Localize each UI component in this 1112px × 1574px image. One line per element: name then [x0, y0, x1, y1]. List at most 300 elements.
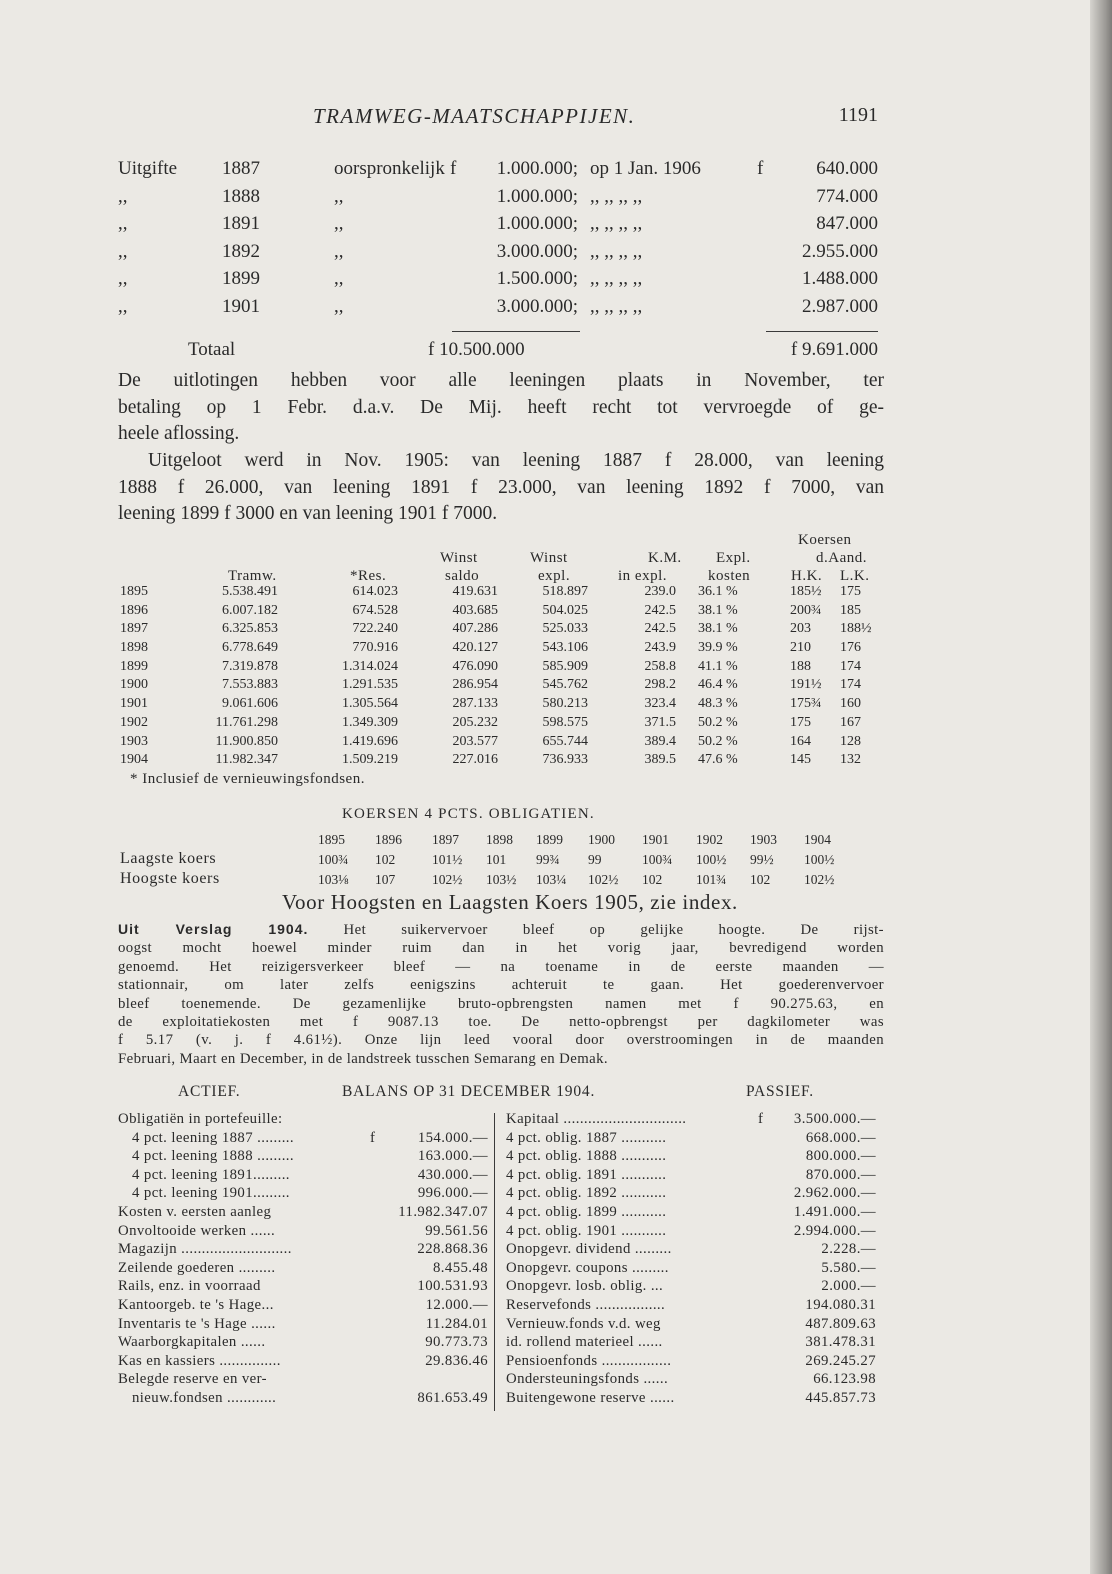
passief-value: 870.000.— — [805, 1166, 876, 1183]
passief-value: 5.580.— — [821, 1259, 876, 1276]
issue-label: Uitgifte — [118, 158, 178, 179]
issue-date: ,, ,, ,, ,, — [590, 213, 643, 234]
table-cell: 504.025 — [542, 602, 588, 618]
table-cell: 200¾ — [790, 602, 822, 618]
table-cell: 1900 — [120, 677, 148, 693]
passief-label: Onopgevr. losb. oblig. ... — [506, 1278, 664, 1295]
passief-label: Buitengewone reserve ...... — [506, 1389, 675, 1406]
actief-value: 228.868.36 — [417, 1241, 488, 1258]
passief-label: 4 pct. oblig. 1888 ........... — [506, 1148, 667, 1165]
col-header-koersen: Koersen — [798, 532, 852, 548]
actief-label: Inventaris te 's Hage ...... — [118, 1315, 276, 1332]
table-cell: 242.5 — [644, 602, 676, 618]
table-cell: 1895 — [120, 584, 148, 599]
issue-row — [118, 241, 882, 269]
verslag-line: de exploitatiekosten met f 9087.13 toe. De netto-opbrengst per dagkilometer was — [118, 1014, 884, 1031]
page-edge-shadow — [1090, 0, 1112, 1574]
table-cell: 1.314.024 — [342, 658, 398, 674]
table-cell: 722.240 — [352, 621, 398, 637]
actief-currency: f — [370, 1129, 376, 1146]
table-cell: 50.2 % — [698, 714, 738, 730]
passief-row — [506, 1204, 886, 1223]
table-cell: 9.061.606 — [222, 696, 278, 712]
col-header-tramw: Tramw. — [228, 568, 277, 584]
paragraph-uitlotingen — [118, 368, 884, 448]
table-cell: 1904 — [120, 752, 148, 768]
table-cell: 655.744 — [542, 733, 588, 749]
actief-value: 861.653.49 — [417, 1389, 488, 1406]
table-cell: 39.9 % — [698, 640, 738, 656]
table-cell: 243.9 — [644, 640, 676, 656]
table-cell: 1.509.219 — [342, 752, 398, 768]
koers-year: 1896 — [375, 832, 402, 847]
issue-date: ,, ,, ,, ,, — [590, 185, 643, 207]
table-cell: 176 — [840, 640, 861, 656]
table-row — [118, 696, 888, 715]
actief-row — [118, 1297, 488, 1316]
low-price: 100¾ — [318, 852, 349, 867]
table-cell: 48.3 % — [698, 696, 738, 712]
table-cell: 258.8 — [644, 658, 676, 674]
table-cell: 188½ — [840, 621, 872, 637]
issue-year: 1899 — [222, 268, 260, 289]
issue-label: ,, — [118, 240, 128, 262]
col-header-in-expl: in expl. — [618, 568, 667, 584]
actief-row — [118, 1204, 488, 1223]
table-cell: 525.033 — [542, 621, 588, 637]
paragraph-uitgeloot — [118, 448, 884, 528]
high-price: 102½ — [804, 872, 835, 887]
passief-value: 2.228.— — [821, 1241, 876, 1258]
table-cell: 38.1 % — [698, 621, 738, 637]
running-header — [118, 104, 882, 134]
passief-label: Kapitaal .............................. — [506, 1111, 687, 1127]
high-price: 102½ — [432, 872, 463, 887]
issue-date: ,, ,, ,, ,, — [590, 240, 643, 262]
table-cell: 11.900.850 — [215, 733, 278, 749]
table-cell: 205.232 — [452, 714, 498, 730]
issue-orig: ,, — [334, 213, 344, 234]
high-price-label: Hoogste koers — [120, 870, 220, 887]
actief-label: ACTIEF. — [178, 1083, 241, 1100]
table-cell: 614.023 — [352, 584, 398, 599]
table-cell: 7.553.883 — [222, 677, 278, 693]
issue-label: ,, — [118, 268, 128, 289]
table-cell: 175 — [790, 714, 811, 730]
actief-row — [118, 1316, 488, 1335]
table-row — [118, 621, 888, 640]
issue-currency: f — [757, 158, 764, 179]
actief-label: Zeilende goederen ......... — [118, 1259, 276, 1276]
passief-row — [506, 1130, 886, 1149]
verslag-heading: Uit Verslag 1904. — [118, 921, 309, 937]
high-price: 102 — [642, 872, 663, 887]
low-price: 102 — [375, 852, 396, 867]
issue-date: ,, ,, ,, ,, — [590, 295, 643, 317]
table-cell: 287.133 — [452, 696, 498, 712]
total-amount: f 10.500.000 — [428, 339, 525, 360]
passief-row — [506, 1278, 886, 1297]
passief-label: 4 pct. oblig. 1892 ........... — [506, 1185, 667, 1202]
actief-column — [118, 1111, 488, 1409]
actief-label: Onvoltooide werken ...... — [118, 1222, 276, 1239]
table-cell: 6.778.649 — [222, 640, 278, 656]
actief-row — [118, 1334, 488, 1353]
passief-row — [506, 1148, 886, 1167]
table-cell: 185½ — [790, 584, 822, 599]
col-header-aand: d.Aand. — [816, 550, 867, 566]
passief-label: id. rollend materieel ...... — [506, 1334, 663, 1351]
verslag-line: Februari, Maart en December, in de landstreek tusschen Semarang en Demak. — [118, 1050, 609, 1067]
actief-label: Kosten v. eersten aanleg — [118, 1203, 272, 1220]
passief-value: 2.994.000.— — [793, 1222, 876, 1239]
table-cell: 227.016 — [452, 752, 498, 768]
actief-row — [118, 1130, 488, 1149]
table-cell: 518.897 — [542, 584, 588, 599]
issue-date: op 1 Jan. 1906 — [590, 158, 701, 179]
table-cell: 407.286 — [452, 621, 498, 637]
balance-header — [118, 1083, 888, 1111]
actief-value: 430.000.— — [417, 1166, 488, 1183]
passief-label: 4 pct. oblig. 1901 ........... — [506, 1222, 667, 1239]
table-cell: 6.325.853 — [222, 621, 278, 637]
koers-year: 1897 — [432, 832, 459, 847]
table-cell: 203.577 — [452, 733, 498, 749]
paragraph-line: heele aflossing. — [118, 423, 240, 444]
col-header-winst-expl: Winst — [530, 550, 568, 566]
actief-row — [118, 1260, 488, 1279]
issue-currency: f — [450, 158, 457, 179]
actief-label: Obligatiën in portefeuille: — [118, 1111, 283, 1127]
actief-row — [118, 1241, 488, 1260]
passief-value: 3.500.000.— — [793, 1111, 876, 1127]
table-cell: 371.5 — [644, 714, 676, 730]
koers-year: 1901 — [642, 832, 669, 847]
table-cell: 191½ — [790, 677, 822, 693]
low-price: 100½ — [804, 852, 835, 867]
sum-rule — [452, 331, 580, 332]
high-price: 102½ — [588, 872, 619, 887]
table-cell: 175 — [840, 584, 861, 599]
koers-year: 1900 — [588, 832, 615, 847]
actief-row — [118, 1353, 488, 1372]
high-price: 102 — [750, 872, 771, 887]
issue-year: 1901 — [222, 295, 260, 317]
col-header-hk: H.K. — [791, 568, 823, 584]
table-cell: 46.4 % — [698, 677, 738, 693]
table-cell: 50.2 % — [698, 733, 738, 749]
issue-row — [118, 186, 882, 214]
actief-label: Rails, enz. in voorraad — [118, 1278, 261, 1295]
actief-value: 8.455.48 — [433, 1259, 488, 1276]
paragraph-line: De uitlotingen hebben voor alle leeningen plaats in November, ter — [118, 370, 884, 391]
issue-row — [118, 213, 882, 241]
issue-sum-lines — [118, 323, 882, 339]
actief-value: 99.561.56 — [425, 1222, 488, 1239]
passief-value: 2.962.000.— — [793, 1185, 876, 1202]
low-price: 100½ — [696, 852, 727, 867]
actief-row — [118, 1185, 488, 1204]
actief-value: 996.000.— — [417, 1185, 488, 1202]
table-cell: 580.213 — [542, 696, 588, 712]
table-cell: 175¾ — [790, 696, 822, 712]
low-price: 99 — [588, 852, 602, 867]
paragraph-line: leening 1899 f 3000 en van leening 1901 f 7000. — [118, 503, 498, 524]
table-row — [118, 752, 888, 771]
actief-label: Magazijn ........................... — [118, 1241, 292, 1258]
actief-value: 12.000.— — [425, 1296, 488, 1313]
actief-row — [118, 1111, 488, 1130]
issue-outstanding: 2.955.000 — [802, 240, 878, 262]
table-cell: 1902 — [120, 714, 148, 730]
issue-row — [118, 296, 882, 324]
table-cell: 128 — [840, 733, 861, 749]
issue-outstanding: 1.488.000 — [802, 268, 878, 289]
statistics-footnote: * Inclusief de vernieuwingsfondsen. — [130, 770, 365, 787]
passief-value: 668.000.— — [805, 1129, 876, 1146]
passief-row — [506, 1260, 886, 1279]
low-price: 101½ — [432, 852, 463, 867]
issue-year: 1888 — [222, 185, 260, 207]
table-cell: 545.762 — [542, 677, 588, 693]
table-cell: 389.4 — [644, 733, 676, 749]
passief-label: 4 pct. oblig. 1899 ........... — [506, 1203, 667, 1220]
col-header-km: K.M. — [648, 550, 682, 566]
table-cell: 174 — [840, 677, 861, 693]
passief-row — [506, 1167, 886, 1186]
low-price-label: Laagste koers — [120, 850, 217, 867]
table-cell: 38.1 % — [698, 602, 738, 618]
paragraph-line: Uitgeloot werd in Nov. 1905: van leening 1887 f 28.000, van leening — [148, 450, 884, 471]
table-cell: 403.685 — [452, 602, 498, 618]
passief-row — [506, 1390, 886, 1409]
issue-amount: 1.000.000; — [496, 185, 578, 207]
table-cell: 770.916 — [352, 640, 398, 656]
table-cell: 174 — [840, 658, 861, 674]
actief-label: Kas en kassiers ............... — [118, 1352, 281, 1369]
passief-row — [506, 1185, 886, 1204]
table-cell: 164 — [790, 733, 811, 749]
table-cell: 598.575 — [542, 714, 588, 730]
issue-label: ,, — [118, 295, 128, 317]
verslag-line: bleef toenemende. De gezamenlijke bruto-opbrengsten namen met f 90.275.63, en — [118, 995, 884, 1012]
low-price: 99½ — [750, 852, 774, 867]
table-row — [118, 734, 888, 753]
verslag-line: genoemd. Het reizigersverkeer bleef — na toename in de eerste maanden — — [118, 958, 884, 975]
table-cell: 11.761.298 — [215, 714, 278, 730]
actief-row — [118, 1371, 488, 1390]
koers-year: 1898 — [486, 832, 513, 847]
actief-value: 100.531.93 — [417, 1278, 488, 1295]
passief-value: 487.809.63 — [805, 1315, 876, 1332]
koers-year: 1902 — [696, 832, 723, 847]
passief-row — [506, 1297, 886, 1316]
passief-value: 66.123.98 — [813, 1371, 876, 1388]
table-cell: 1.291.535 — [342, 677, 398, 693]
actief-value: 163.000.— — [417, 1148, 488, 1165]
col-header-saldo: saldo — [445, 568, 480, 584]
koersen-footer: Voor Hoogsten en Laagsten Koers 1905, zie index. — [282, 890, 738, 914]
actief-label: Belegde reserve en ver- — [118, 1371, 267, 1388]
balance-divider — [494, 1113, 495, 1411]
issue-orig: ,, — [334, 185, 344, 207]
passief-value: 2.000.— — [821, 1278, 876, 1295]
actief-label: 4 pct. leening 1901......... — [132, 1185, 290, 1202]
total-outstanding: f 9.691.000 — [790, 339, 878, 360]
table-cell: 420.127 — [452, 640, 498, 656]
table-cell: 1.305.564 — [342, 696, 398, 712]
table-cell: 11.982.347 — [215, 752, 278, 768]
issue-year: 1892 — [222, 240, 260, 262]
table-cell: 736.933 — [542, 752, 588, 768]
table-cell: 242.5 — [644, 621, 676, 637]
table-cell: 543.106 — [542, 640, 588, 656]
issue-orig: ,, — [334, 240, 344, 262]
issue-year: 1887 — [222, 158, 260, 179]
table-cell: 47.6 % — [698, 752, 738, 768]
passief-column — [506, 1111, 886, 1409]
verslag-line: Het suikervervoer bleef op gelijke hoogte. De rijst- — [343, 922, 884, 938]
verslag-line: f 5.17 (v. j. f 4.61½). Onze lijn leed vooral door overstroomingen in de maanden — [118, 1032, 884, 1049]
table-cell: 185 — [840, 602, 861, 618]
verslag-first-line — [118, 920, 884, 939]
actief-label: Kantoorgeb. te 's Hage... — [118, 1296, 274, 1313]
passief-value: 269.245.27 — [805, 1352, 876, 1369]
passief-value: 800.000.— — [805, 1148, 876, 1165]
table-cell: 476.090 — [452, 658, 498, 674]
table-cell: 5.538.491 — [222, 584, 278, 599]
col-header-expl: Expl. — [716, 550, 751, 566]
low-price: 100¾ — [642, 852, 673, 867]
passief-row — [506, 1334, 886, 1353]
koers-year: 1899 — [536, 832, 563, 847]
issue-amount: 1.000.000; — [496, 158, 578, 179]
issue-row — [118, 158, 882, 186]
col-header-lk: L.K. — [840, 568, 870, 584]
col-header-expl-2: expl. — [538, 568, 571, 584]
running-title: TRAMWEG-MAATSCHAPPIJEN. — [313, 104, 636, 128]
table-cell: 7.319.878 — [222, 658, 278, 674]
table-cell: 160 — [840, 696, 861, 712]
balance-title: BALANS OP 31 DECEMBER 1904. — [342, 1083, 596, 1100]
actief-label: 4 pct. leening 1888 ......... — [132, 1148, 295, 1165]
table-cell: 167 — [840, 714, 861, 730]
table-cell: 1901 — [120, 696, 148, 712]
low-price: 99¾ — [536, 852, 560, 867]
table-cell: 1896 — [120, 602, 148, 618]
high-price: 107 — [375, 872, 396, 887]
table-cell: 36.1 % — [698, 584, 738, 599]
issue-year: 1891 — [222, 213, 260, 234]
high-price: 103¼ — [536, 872, 567, 887]
passief-row — [506, 1241, 886, 1260]
verslag-line: oogst mocht hoewel minder ruim dan in het vorig jaar, bevredigend worden — [118, 940, 884, 957]
table-row — [118, 640, 888, 659]
actief-value: 154.000.— — [417, 1129, 488, 1146]
issue-outstanding: 2.987.000 — [802, 295, 878, 317]
total-label: Totaal — [188, 339, 236, 360]
issue-orig: oorspronkelijk — [334, 158, 445, 179]
actief-label: 4 pct. leening 1887 ......... — [132, 1129, 295, 1146]
passief-label: 4 pct. oblig. 1887 ........... — [506, 1129, 667, 1146]
issue-table — [118, 158, 882, 367]
table-cell: 585.909 — [542, 658, 588, 674]
sum-rule — [766, 331, 878, 332]
table-cell: 6.007.182 — [222, 602, 278, 618]
actief-label: nieuw.fondsen ............ — [132, 1389, 277, 1406]
issue-amount: 3.000.000; — [496, 295, 578, 317]
table-cell: 1903 — [120, 733, 148, 749]
actief-row — [118, 1390, 488, 1409]
issue-label: ,, — [118, 213, 128, 234]
low-price: 101 — [486, 852, 507, 867]
table-cell: 674.528 — [352, 602, 398, 618]
high-price: 101¾ — [696, 872, 727, 887]
koers-year: 1903 — [750, 832, 777, 847]
koers-year: 1904 — [804, 832, 831, 847]
passief-value: 381.478.31 — [805, 1334, 876, 1351]
table-cell: 41.1 % — [698, 658, 738, 674]
balance-sheet — [118, 1083, 888, 1406]
paragraph-line: 1888 f 26.000, van leening 1891 f 23.000, van leening 1892 f 7000, van — [118, 476, 884, 498]
table-cell: 298.2 — [644, 677, 676, 693]
issue-outstanding: 640.000 — [816, 158, 878, 179]
table-row — [118, 603, 888, 622]
passief-row — [506, 1316, 886, 1335]
table-cell: 1898 — [120, 640, 148, 656]
verslag-paragraph — [118, 920, 884, 1068]
table-cell: 1897 — [120, 621, 148, 637]
table-cell: 145 — [790, 752, 811, 768]
passief-label: Pensioenfonds ................. — [506, 1352, 672, 1369]
issue-outstanding: 847.000 — [816, 213, 878, 234]
passief-label: Onopgevr. coupons ......... — [506, 1259, 669, 1276]
passief-label: Reservefonds ................. — [506, 1296, 666, 1313]
passief-label: PASSIEF. — [746, 1083, 814, 1100]
verslag-line: stationnair, om later zelfs eenigszins achteruit te gaan. Het goederenvervoer — [118, 977, 884, 994]
statistics-rows — [118, 584, 888, 771]
high-price: 103½ — [486, 872, 517, 887]
col-header-winst-saldo: Winst — [440, 550, 478, 566]
passief-row — [506, 1111, 886, 1130]
table-cell: 286.954 — [452, 677, 498, 693]
actief-value: 11.982.347.07 — [398, 1203, 488, 1220]
actief-label: Waarborgkapitalen ...... — [118, 1334, 266, 1351]
passief-label: Vernieuw.fonds v.d. weg — [506, 1315, 661, 1332]
actief-row — [118, 1278, 488, 1297]
koers-year: 1895 — [318, 832, 345, 847]
col-header-kosten: kosten — [708, 568, 751, 584]
table-row — [118, 677, 888, 696]
actief-label: 4 pct. leening 1891......... — [132, 1166, 290, 1183]
table-row — [118, 715, 888, 734]
col-header-res: *Res. — [350, 568, 387, 584]
issue-row — [118, 268, 882, 296]
actief-value: 11.284.01 — [425, 1315, 488, 1332]
passief-value: 445.857.73 — [805, 1389, 876, 1406]
table-cell: 1.419.696 — [342, 733, 398, 749]
table-cell: 1899 — [120, 658, 148, 674]
issue-date: ,, ,, ,, ,, — [590, 268, 643, 289]
table-cell: 203 — [790, 621, 811, 637]
statistics-table — [118, 530, 888, 791]
actief-row — [118, 1148, 488, 1167]
actief-value: 29.836.46 — [425, 1352, 488, 1369]
paragraph-line: betaling op 1 Febr. d.a.v. De Mij. heeft recht tot vervroegde of ge- — [118, 396, 884, 418]
table-cell: 323.4 — [644, 696, 676, 712]
passief-value: 194.080.31 — [805, 1296, 876, 1313]
issue-amount: 1.500.000; — [496, 268, 578, 289]
